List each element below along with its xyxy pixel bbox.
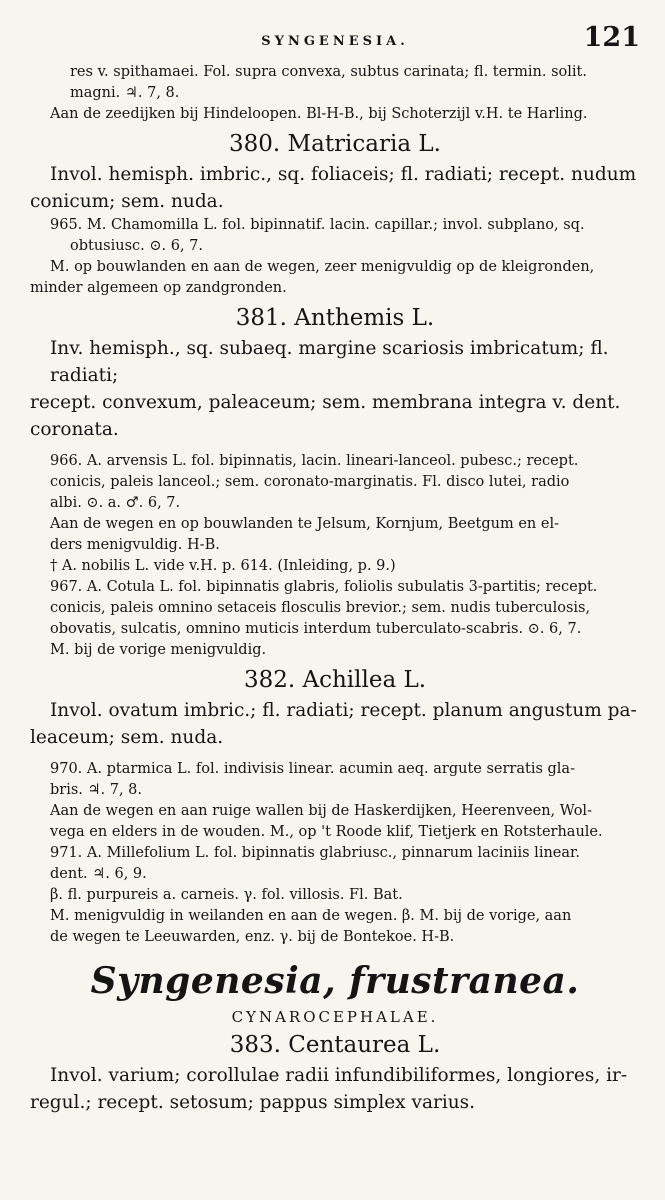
- text-line: 967. A. Cotula L. fol. bipinnatis glabris, foliolis subulatis 3-partitis; recept.: [50, 579, 598, 595]
- text-line: recept. convexum, paleaceum; sem. membrana integra v. dent. coronata.: [30, 392, 621, 440]
- text-line: magni. ♃. 7, 8.: [70, 85, 180, 101]
- text-line: obtusiusc. ⊙. 6, 7.: [70, 238, 204, 254]
- text-line: albi. ⊙. a. ♂. 6, 7.: [50, 495, 181, 511]
- text-line: conicum; sem. nuda.: [30, 191, 224, 212]
- page-number: 121: [583, 22, 640, 53]
- text-line: M. op bouwlanden en aan de wegen, zeer menigvuldig op de kleigronden,: [50, 259, 595, 275]
- text-line: Invol. hemisph. imbric., sq. foliaceis; fl. radiati; recept. nudum: [50, 164, 637, 185]
- text-line: β. fl. purpureis a. carneis. γ. fol. villosis. Fl. Bat.: [50, 887, 403, 903]
- text-line: dent. ♃. 6, 9.: [50, 866, 147, 882]
- text-line: Aan de wegen en aan ruige wallen bij de Haskerdijken, Heerenveen, Wol-: [50, 803, 592, 819]
- text-line: † A. nobilis L. vide v.H. p. 614. (Inleiding, p. 9.): [50, 558, 396, 574]
- text-line: ders menigvuldig. H-B.: [50, 537, 220, 553]
- genus-title-381: 381. Anthemis L.: [235, 305, 435, 331]
- text-line: res v. spithamaei. Fol. supra convexa, subtus carinata; fl. termin. solit.: [70, 64, 587, 80]
- section-heading: Syngenesia, frustranea.: [90, 960, 580, 1002]
- running-title: SYNGENESIA.: [261, 34, 409, 49]
- page-header: [30, 22, 640, 62]
- genus-title-382: 382. Achillea L.: [243, 667, 427, 693]
- text-line: vega en elders in de wouden. M., op 't Roode klif, Tietjerk en Rotsterhaule.: [50, 824, 603, 840]
- text-line: M. menigvuldig in weilanden en aan de wegen. β. M. bij de vorige, aan: [50, 908, 572, 924]
- text-line: obovatis, sulcatis, omnino muticis interdum tuberculato-scabris. ⊙. 6, 7.: [50, 621, 582, 637]
- genus-title-383: 383. Centaurea L.: [229, 1032, 441, 1058]
- text-line: conicis, paleis lanceol.; sem. coronato-marginatis. Fl. disco lutei, radio: [50, 474, 570, 490]
- text-line: Invol. varium; corollulae radii infundibiliformes, longiores, ir-: [50, 1065, 628, 1086]
- page: [30, 22, 640, 1116]
- text-line: minder algemeen op zandgronden.: [30, 280, 287, 296]
- text-line: 970. A. ptarmica L. fol. indivisis linear. acumin aeq. argute serratis gla-: [50, 761, 575, 777]
- text-line: 971. A. Millefolium L. fol. bipinnatis glabriusc., pinnarum laciniis linear.: [50, 845, 580, 861]
- text-line: 966. A. arvensis L. fol. bipinnatis, lacin. lineari-lanceol. pubesc.; recept.: [50, 453, 579, 469]
- family-heading: CYNAROCEPHALAE.: [231, 1008, 439, 1026]
- text-line: de wegen te Leeuwarden, enz. γ. bij de Bontekoe. H-B.: [50, 929, 455, 945]
- genus-title-380: 380. Matricaria L.: [229, 131, 441, 157]
- text-line: regul.; recept. setosum; pappus simplex varius.: [30, 1092, 476, 1113]
- text-line: M. bij de vorige menigvuldig.: [50, 642, 267, 658]
- text-line: conicis, paleis omnino setaceis flosculis brevior.; sem. nudis tuberculosis,: [50, 600, 591, 616]
- text-line: leaceum; sem. nuda.: [30, 727, 224, 748]
- text-line: Inv. hemisph., sq. subaeq. margine scariosis imbricatum; fl. radiati;: [50, 338, 609, 386]
- text-line: 965. M. Chamomilla L. fol. bipinnatif. lacin. capillar.; invol. subplano, sq.: [50, 217, 585, 233]
- text-line: bris. ♃. 7, 8.: [50, 782, 143, 798]
- text-line: Aan de wegen en op bouwlanden te Jelsum, Kornjum, Beetgum en el-: [50, 516, 559, 532]
- text-line: Aan de zeedijken bij Hindeloopen. Bl-H-B., bij Schoterzijl v.H. te Harling.: [50, 106, 588, 122]
- text-line: Invol. ovatum imbric.; fl. radiati; recept. planum angustum pa-: [50, 700, 637, 721]
